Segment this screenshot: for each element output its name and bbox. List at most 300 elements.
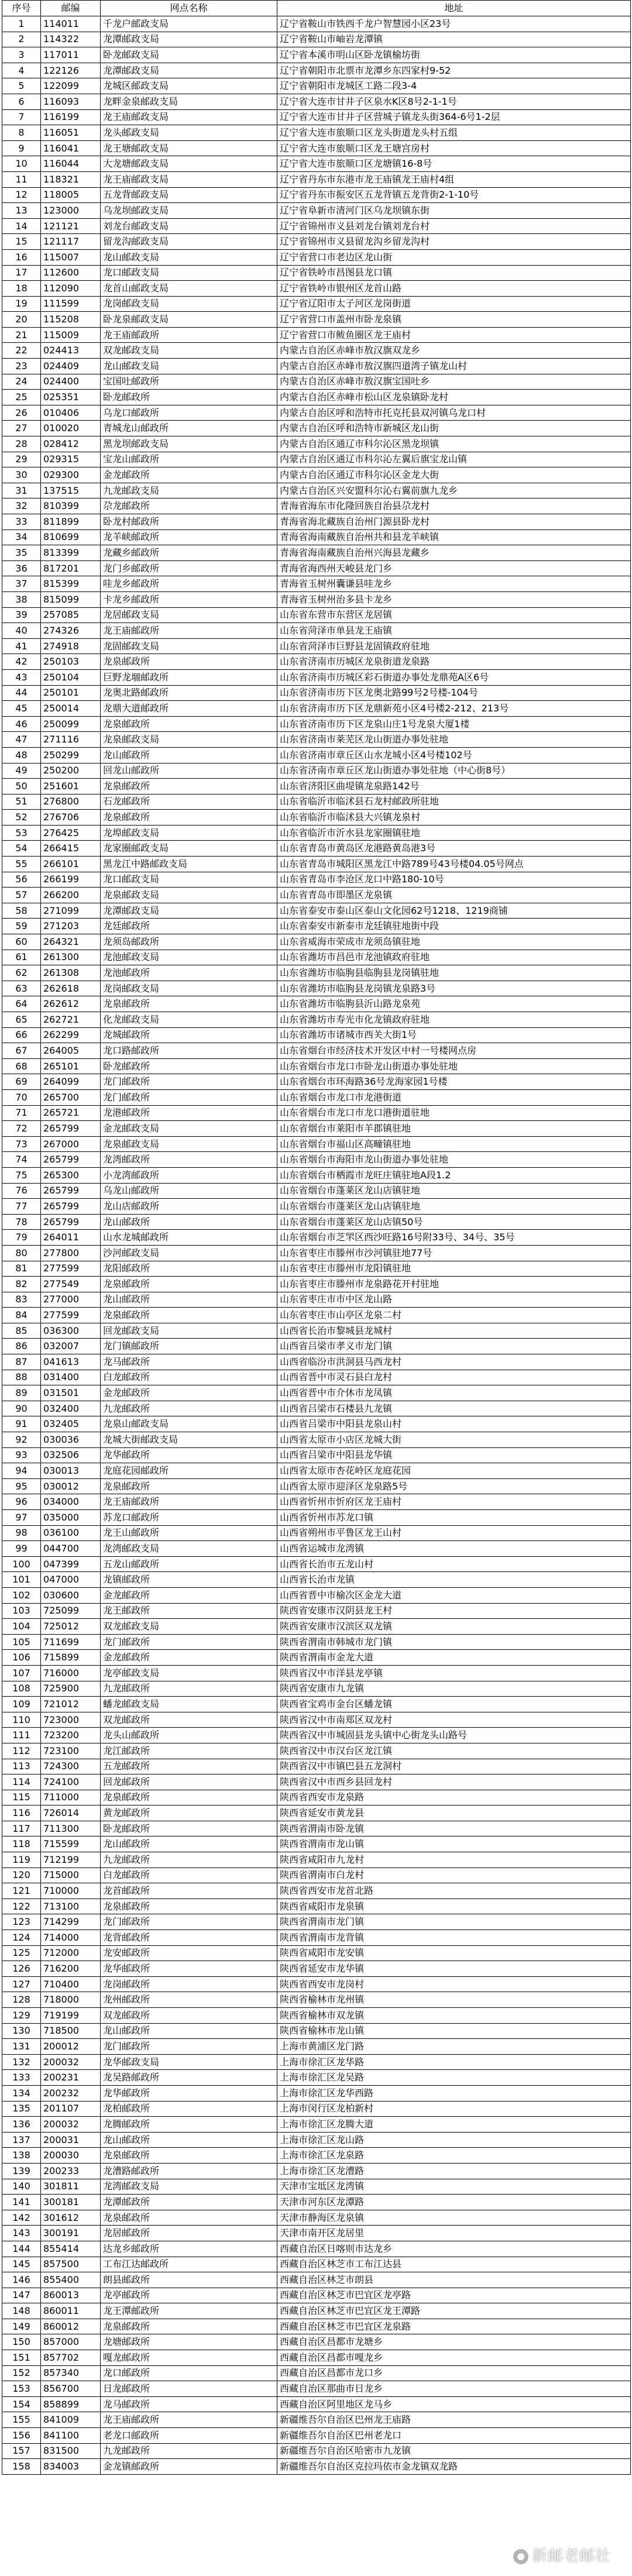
table-header-row — [2, 1, 631, 16]
table-row — [2, 1805, 631, 1821]
cell-outlet-name: 龙王邮政所 — [101, 1603, 277, 1619]
cell-postcode: 266200 — [41, 888, 101, 903]
cell-index: 33 — [2, 514, 41, 530]
table-row — [2, 2179, 631, 2195]
cell-address: 山东省烟台市芝罘区西沙旺路16号附33号、34号、35号 — [277, 1230, 631, 1246]
watermark — [513, 2544, 611, 2565]
cell-outlet-name: 石龙邮政所 — [101, 794, 277, 810]
cell-outlet-name: 龙须岛邮政所 — [101, 934, 277, 950]
cell-address: 辽宁省阜新市清河门区乌龙坝镇东街 — [277, 203, 631, 219]
cell-address: 西藏自治区昌都市嘎龙乡 — [277, 2350, 631, 2366]
cell-postcode: 725012 — [41, 1619, 101, 1635]
cell-address: 山东省潍坊市临朐县沂山路龙泉苑 — [277, 996, 631, 1012]
cell-outlet-name: 龙泉邮政所 — [101, 1277, 277, 1292]
cell-address: 辽宁省朝阳市北票市龙潭乡东四家村9-52 — [277, 63, 631, 78]
cell-postcode: 811899 — [41, 514, 101, 530]
table-row — [2, 794, 631, 810]
cell-address: 陕西省延安市龙华镇 — [277, 1961, 631, 1977]
cell-address: 陕西省榆林市龙山镇 — [277, 2023, 631, 2039]
table-row — [2, 1945, 631, 1961]
cell-address: 辽宁省大连市旅顺口区龙塘镇16-8号 — [277, 156, 631, 172]
cell-outlet-name: 龙池邮政支局 — [101, 950, 277, 965]
cell-postcode: 724300 — [41, 1759, 101, 1774]
cell-postcode: 041613 — [41, 1354, 101, 1370]
cell-outlet-name: 龙湾邮政所 — [101, 1152, 277, 1168]
cell-postcode: 200233 — [41, 2163, 101, 2179]
cell-postcode: 857702 — [41, 2350, 101, 2366]
table-row — [2, 1432, 631, 1448]
cell-outlet-name: 白龙邮政所 — [101, 1370, 277, 1385]
cell-postcode: 116199 — [41, 109, 101, 125]
cell-outlet-name: 龙门邮政所 — [101, 1914, 277, 1930]
cell-index: 27 — [2, 421, 41, 436]
table-row — [2, 2008, 631, 2024]
cell-outlet-name: 龙吴路邮政所 — [101, 2070, 277, 2086]
cell-index: 17 — [2, 265, 41, 281]
cell-index: 118 — [2, 1836, 41, 1852]
cell-postcode: 032405 — [41, 1416, 101, 1432]
cell-outlet-name: 双龙邮政支局 — [101, 343, 277, 359]
cell-index: 54 — [2, 841, 41, 857]
cell-postcode: 714299 — [41, 1914, 101, 1930]
cell-outlet-name: 龙华邮政支局 — [101, 2054, 277, 2070]
cell-postcode: 250101 — [41, 685, 101, 701]
cell-index: 86 — [2, 1339, 41, 1354]
cell-index: 19 — [2, 296, 41, 312]
cell-index: 148 — [2, 2303, 41, 2319]
column-header-index: 序号 — [2, 1, 41, 16]
cell-index: 151 — [2, 2350, 41, 2366]
table-row — [2, 32, 631, 47]
table-row — [2, 607, 631, 623]
cell-outlet-name: 白龙邮政所 — [101, 1867, 277, 1883]
cell-outlet-name: 龙山邮政所 — [101, 747, 277, 763]
table-row — [2, 343, 631, 359]
cell-index: 120 — [2, 1867, 41, 1883]
cell-index: 104 — [2, 1619, 41, 1635]
cell-address: 内蒙古自治区通辽市科尔沁左翼后旗宝龙山镇 — [277, 452, 631, 467]
cell-outlet-name: 九龙邮政所 — [101, 1401, 277, 1416]
cell-address: 青海省海南藏族自治州兴海县龙藏乡 — [277, 545, 631, 561]
cell-address: 山东省烟台市经济技术开发区中村一号楼网点房 — [277, 1043, 631, 1059]
cell-postcode: 034000 — [41, 1494, 101, 1510]
cell-address: 陕西省汉中市汉台区龙江镇 — [277, 1743, 631, 1759]
cell-index: 157 — [2, 2443, 41, 2459]
cell-outlet-name: 龙头山邮政所 — [101, 1728, 277, 1743]
cell-address: 山西省晋中市灵石县白龙村 — [277, 1370, 631, 1385]
cell-address: 陕西省渭南市龙山镇 — [277, 1836, 631, 1852]
cell-index: 69 — [2, 1074, 41, 1090]
cell-index: 6 — [2, 94, 41, 109]
cell-index: 60 — [2, 934, 41, 950]
table-row — [2, 156, 631, 172]
cell-postcode: 265101 — [41, 1058, 101, 1074]
cell-postcode: 726014 — [41, 1805, 101, 1821]
cell-outlet-name: 龙泉邮政所 — [101, 1478, 277, 1494]
table-row — [2, 2396, 631, 2412]
table-row — [2, 1308, 631, 1323]
cell-address: 内蒙古自治区兴安盟科尔沁右翼前旗九龙乡 — [277, 483, 631, 498]
cell-index: 112 — [2, 1743, 41, 1759]
cell-index: 101 — [2, 1572, 41, 1588]
cell-outlet-name: 嘎龙邮政所 — [101, 2350, 277, 2366]
cell-outlet-name: 龙泉邮政所 — [101, 716, 277, 732]
cell-postcode: 817201 — [41, 560, 101, 576]
table-row — [2, 529, 631, 545]
cell-postcode: 121117 — [41, 234, 101, 250]
cell-postcode: 111599 — [41, 296, 101, 312]
table-row — [2, 903, 631, 919]
cell-index: 63 — [2, 981, 41, 996]
cell-address: 上海市黄浦区龙门路 — [277, 2039, 631, 2055]
table-row — [2, 140, 631, 156]
cell-postcode: 030036 — [41, 1432, 101, 1448]
cell-postcode: 857000 — [41, 2334, 101, 2350]
cell-index: 79 — [2, 1230, 41, 1246]
cell-index: 124 — [2, 1930, 41, 1946]
cell-outlet-name: 龙泉邮政所 — [101, 1790, 277, 1805]
cell-outlet-name: 龙江邮政所 — [101, 1743, 277, 1759]
table-row — [2, 47, 631, 63]
cell-outlet-name: 山水龙城邮政所 — [101, 1230, 277, 1246]
cell-outlet-name: 哇龙乡邮政所 — [101, 576, 277, 592]
table-row — [2, 2195, 631, 2210]
cell-index: 39 — [2, 607, 41, 623]
cell-postcode: 031400 — [41, 1370, 101, 1385]
cell-postcode: 857340 — [41, 2365, 101, 2381]
cell-index: 97 — [2, 1510, 41, 1526]
table-row — [2, 1899, 631, 1914]
cell-address: 山西省长治市黎城县龙城村 — [277, 1323, 631, 1339]
cell-postcode: 264321 — [41, 934, 101, 950]
cell-outlet-name: 龙潭邮政支局 — [101, 32, 277, 47]
cell-postcode: 201107 — [41, 2101, 101, 2117]
table-row — [2, 1292, 631, 1308]
cell-index: 7 — [2, 109, 41, 125]
cell-index: 15 — [2, 234, 41, 250]
table-row — [2, 747, 631, 763]
cell-postcode: 118005 — [41, 187, 101, 203]
cell-postcode: 047399 — [41, 1556, 101, 1572]
cell-outlet-name: 九龙邮政所 — [101, 1852, 277, 1868]
cell-postcode: 030013 — [41, 1463, 101, 1479]
cell-address: 山东省潍坊市昌邑市龙池镇政府驻地 — [277, 950, 631, 965]
table-row — [2, 950, 631, 965]
cell-address: 陕西省安康市九龙镇 — [277, 1681, 631, 1697]
cell-postcode: 715899 — [41, 1650, 101, 1666]
cell-outlet-name: 九龙邮政所 — [101, 2443, 277, 2459]
cell-index: 51 — [2, 794, 41, 810]
cell-index: 154 — [2, 2396, 41, 2412]
table-row — [2, 1058, 631, 1074]
table-row — [2, 919, 631, 934]
cell-index: 106 — [2, 1650, 41, 1666]
table-row — [2, 2039, 631, 2055]
cell-address: 山西省吕梁市孝义市龙门镇 — [277, 1339, 631, 1354]
cell-index: 87 — [2, 1354, 41, 1370]
cell-postcode: 857500 — [41, 2257, 101, 2272]
cell-outlet-name: 龙口邮政所 — [101, 2365, 277, 2381]
cell-outlet-name: 龙泉邮政所 — [101, 1899, 277, 1914]
cell-address: 山西省临汾市洪洞县马西龙村 — [277, 1354, 631, 1370]
cell-postcode: 010406 — [41, 405, 101, 421]
table-row — [2, 171, 631, 187]
cell-postcode: 715599 — [41, 1836, 101, 1852]
cell-index: 14 — [2, 218, 41, 234]
cell-address: 内蒙古自治区呼和浩特市托克托县双河镇乌龙口村 — [277, 405, 631, 421]
cell-address: 山东省临沂市沂水县龙家圈镇驻地 — [277, 825, 631, 841]
cell-address: 山东省济南市历下区龙鼎新苑小区4号楼2-212、213号 — [277, 701, 631, 717]
table-row — [2, 2163, 631, 2179]
cell-postcode: 030600 — [41, 1587, 101, 1603]
cell-address: 西藏自治区昌都市龙塘乡 — [277, 2334, 631, 2350]
cell-address: 新疆维吾尔自治区克拉玛依市金龙镇双龙路 — [277, 2459, 631, 2475]
cell-postcode: 716200 — [41, 1961, 101, 1977]
cell-index: 132 — [2, 2054, 41, 2070]
cell-address: 陕西省宝鸡市金台区蟠龙镇 — [277, 1697, 631, 1712]
cell-postcode: 277599 — [41, 1308, 101, 1323]
cell-outlet-name: 宝国吐邮政所 — [101, 374, 277, 390]
cell-address: 山东省烟台市莱阳市羊郡镇驻地 — [277, 1121, 631, 1137]
table-row — [2, 2288, 631, 2303]
cell-postcode: 122099 — [41, 78, 101, 94]
cell-postcode: 250014 — [41, 701, 101, 717]
cell-outlet-name: 龙城大街邮政支局 — [101, 1432, 277, 1448]
cell-address: 陕西省咸阳市九龙村 — [277, 1852, 631, 1868]
cell-outlet-name: 龙山邮政支局 — [101, 249, 277, 265]
cell-outlet-name: 龙山邮政支局 — [101, 359, 277, 374]
cell-outlet-name: 龙马邮政所 — [101, 1354, 277, 1370]
cell-outlet-name: 龙王庙邮政所 — [101, 1494, 277, 1510]
cell-address: 山东省烟台市蓬莱区龙山店镇驻地 — [277, 1183, 631, 1199]
table-row — [2, 1463, 631, 1479]
cell-postcode: 266101 — [41, 857, 101, 872]
cell-index: 21 — [2, 327, 41, 343]
cell-outlet-name: 工布江达邮政所 — [101, 2257, 277, 2272]
cell-outlet-name: 龙门镇邮政所 — [101, 1339, 277, 1354]
cell-outlet-name: 龙首邮政所 — [101, 1883, 277, 1899]
cell-address: 西藏自治区阿里地区龙马乡 — [277, 2396, 631, 2412]
cell-address: 陕西省安康市汉阴县龙王村 — [277, 1603, 631, 1619]
cell-outlet-name: 龙马邮政所 — [101, 2396, 277, 2412]
cell-index: 44 — [2, 685, 41, 701]
table-row — [2, 2428, 631, 2444]
cell-index: 110 — [2, 1712, 41, 1728]
table-row — [2, 2257, 631, 2272]
cell-postcode: 250200 — [41, 763, 101, 779]
cell-address: 上海市徐汇区龙吴路 — [277, 2070, 631, 2086]
cell-outlet-name: 龙柏邮政所 — [101, 2101, 277, 2117]
cell-postcode: 264099 — [41, 1074, 101, 1090]
cell-address: 山西省吕梁市石楼县九龙镇 — [277, 1401, 631, 1416]
cell-index: 74 — [2, 1152, 41, 1168]
cell-address: 陕西省渭南市龙背镇 — [277, 1930, 631, 1946]
table-row — [2, 2459, 631, 2475]
cell-postcode: 025351 — [41, 390, 101, 405]
cell-address: 新疆维吾尔自治区巴州老龙口 — [277, 2428, 631, 2444]
table-row — [2, 109, 631, 125]
cell-outlet-name: 龙华邮政所 — [101, 1961, 277, 1977]
cell-outlet-name: 龙畔金泉邮政支局 — [101, 94, 277, 109]
cell-index: 130 — [2, 2023, 41, 2039]
cell-postcode: 860013 — [41, 2288, 101, 2303]
cell-outlet-name: 双龙邮政所 — [101, 1712, 277, 1728]
cell-postcode: 271099 — [41, 903, 101, 919]
table-row — [2, 2319, 631, 2334]
cell-address: 辽宁省大连市甘井子区泉水K区8号2-1-1号 — [277, 94, 631, 109]
cell-postcode: 265700 — [41, 1089, 101, 1105]
cell-address: 山西省太原市小店区龙城大街 — [277, 1432, 631, 1448]
table-row — [2, 1167, 631, 1183]
cell-postcode: 718500 — [41, 2023, 101, 2039]
cell-postcode: 115208 — [41, 312, 101, 328]
cell-address: 陕西省汉中市西乡县回龙村 — [277, 1774, 631, 1790]
cell-address: 上海市徐汇区龙泉路 — [277, 2148, 631, 2164]
table-row — [2, 2101, 631, 2117]
table-row — [2, 1525, 631, 1541]
table-row — [2, 2132, 631, 2148]
table-row — [2, 1821, 631, 1836]
cell-outlet-name: 龙镇邮政所 — [101, 1572, 277, 1588]
cell-outlet-name: 龙泉邮政支局 — [101, 888, 277, 903]
cell-outlet-name: 卧龙邮政所 — [101, 1058, 277, 1074]
table-row — [2, 327, 631, 343]
cell-outlet-name: 龙鼎大道邮政所 — [101, 701, 277, 717]
cell-index: 12 — [2, 187, 41, 203]
cell-address: 青海省海西州天峻县龙门乡 — [277, 560, 631, 576]
cell-postcode: 200030 — [41, 2148, 101, 2164]
table-row — [2, 1416, 631, 1432]
cell-postcode: 265799 — [41, 1199, 101, 1215]
cell-outlet-name: 龙口邮政支局 — [101, 265, 277, 281]
cell-index: 123 — [2, 1914, 41, 1930]
cell-address: 辽宁省营口市老边区龙山街 — [277, 249, 631, 265]
cell-address: 陕西省渭南市金龙大道 — [277, 1650, 631, 1666]
table-row — [2, 1634, 631, 1650]
table-row — [2, 872, 631, 888]
cell-address: 山西省太原市迎泽区龙泉路5号 — [277, 1478, 631, 1494]
cell-outlet-name: 龙王庙邮政所 — [101, 327, 277, 343]
cell-address: 陕西省西安市龙首北路 — [277, 1883, 631, 1899]
cell-outlet-name: 留龙沟邮政支局 — [101, 234, 277, 250]
cell-outlet-name: 龙山邮政所 — [101, 1214, 277, 1230]
cell-outlet-name: 龙埠邮政支局 — [101, 825, 277, 841]
cell-index: 35 — [2, 545, 41, 561]
table-row — [2, 1230, 631, 1246]
cell-address: 陕西省渭南市韩城市龙门镇 — [277, 1634, 631, 1650]
cell-outlet-name: 龙门邮政所 — [101, 1634, 277, 1650]
cell-outlet-name: 龙庭花园邮政所 — [101, 1463, 277, 1479]
cell-address: 天津市静海区龙泉镇 — [277, 2210, 631, 2226]
cell-address: 陕西省渭南市龙门镇 — [277, 1914, 631, 1930]
cell-outlet-name: 龙湾邮政支局 — [101, 2179, 277, 2195]
cell-index: 109 — [2, 1697, 41, 1712]
cell-address: 上海市徐汇区龙华西路 — [277, 2085, 631, 2101]
cell-postcode: 710000 — [41, 1883, 101, 1899]
cell-postcode: 715000 — [41, 1867, 101, 1883]
cell-index: 122 — [2, 1899, 41, 1914]
cell-outlet-name: 龙泉邮政所 — [101, 1308, 277, 1323]
cell-outlet-name: 龙王庙邮政支局 — [101, 109, 277, 125]
table-row — [2, 467, 631, 483]
cell-index: 128 — [2, 1992, 41, 2008]
table-row — [2, 390, 631, 405]
cell-index: 46 — [2, 716, 41, 732]
cell-outlet-name: 卧龙邮政所 — [101, 1821, 277, 1836]
table-row — [2, 857, 631, 872]
cell-address: 西藏自治区林芝市巴宜区龙亭路 — [277, 2288, 631, 2303]
cell-postcode: 276800 — [41, 794, 101, 810]
cell-postcode: 261308 — [41, 965, 101, 981]
cell-address: 山东省烟台市栖霞市龙旺庄镇驻地A段1.2 — [277, 1167, 631, 1183]
cell-postcode: 024413 — [41, 343, 101, 359]
table-row — [2, 2412, 631, 2428]
column-header-address: 地址 — [277, 1, 631, 16]
table-row — [2, 1992, 631, 2008]
cell-index: 145 — [2, 2257, 41, 2272]
cell-postcode: 277800 — [41, 1245, 101, 1261]
cell-outlet-name: 金龙邮政所 — [101, 1587, 277, 1603]
cell-postcode: 047000 — [41, 1572, 101, 1588]
cell-index: 142 — [2, 2210, 41, 2226]
cell-postcode: 277599 — [41, 1261, 101, 1277]
cell-postcode: 200032 — [41, 2117, 101, 2133]
cell-address: 内蒙古自治区通辽市科尔沁区黑龙坝镇 — [277, 436, 631, 452]
cell-index: 65 — [2, 1012, 41, 1028]
cell-postcode: 200232 — [41, 2085, 101, 2101]
cell-address: 天津市河东区龙潭路 — [277, 2195, 631, 2210]
cell-index: 83 — [2, 1292, 41, 1308]
cell-postcode: 200231 — [41, 2070, 101, 2086]
cell-postcode: 274918 — [41, 638, 101, 654]
table-row — [2, 16, 631, 32]
cell-address: 山东省潍坊市临朐县临朐县龙岗镇驻地 — [277, 965, 631, 981]
cell-address: 辽宁省丹东市振安区五龙背镇五龙背街2-1-10号 — [277, 187, 631, 203]
cell-outlet-name: 乌龙口邮政所 — [101, 405, 277, 421]
table-row — [2, 560, 631, 576]
cell-postcode: 117011 — [41, 47, 101, 63]
cell-outlet-name: 龙首山邮政支局 — [101, 281, 277, 297]
table-row — [2, 296, 631, 312]
table-row — [2, 1339, 631, 1354]
table-row — [2, 1510, 631, 1526]
cell-outlet-name: 龙居邮政所 — [101, 2226, 277, 2241]
cell-postcode: 116044 — [41, 156, 101, 172]
cell-postcode: 114322 — [41, 32, 101, 47]
cell-postcode: 036300 — [41, 1323, 101, 1339]
cell-postcode: 723200 — [41, 1728, 101, 1743]
cell-outlet-name: 龙门邮政所 — [101, 2039, 277, 2055]
cell-postcode: 300181 — [41, 2195, 101, 2210]
cell-address: 山东省枣庄市山亭区龙泉二村 — [277, 1308, 631, 1323]
cell-outlet-name: 卧龙村邮政所 — [101, 514, 277, 530]
cell-index: 59 — [2, 919, 41, 934]
cell-address: 陕西省安康市汉滨区双龙镇 — [277, 1619, 631, 1635]
cell-address: 辽宁省丹东市东港市龙王庙镇龙王庙村4组 — [277, 171, 631, 187]
cell-index: 103 — [2, 1603, 41, 1619]
cell-address: 新疆维吾尔自治区哈密市九龙镇 — [277, 2443, 631, 2459]
cell-index: 62 — [2, 965, 41, 981]
table-row — [2, 1354, 631, 1370]
cell-index: 50 — [2, 779, 41, 795]
cell-address: 陕西省咸阳市龙安镇 — [277, 1945, 631, 1961]
cell-outlet-name: 龙池邮政所 — [101, 965, 277, 981]
cell-index: 105 — [2, 1634, 41, 1650]
cell-outlet-name: 龙华邮政所 — [101, 1447, 277, 1463]
cell-index: 26 — [2, 405, 41, 421]
cell-index: 93 — [2, 1447, 41, 1463]
table-row — [2, 1074, 631, 1090]
